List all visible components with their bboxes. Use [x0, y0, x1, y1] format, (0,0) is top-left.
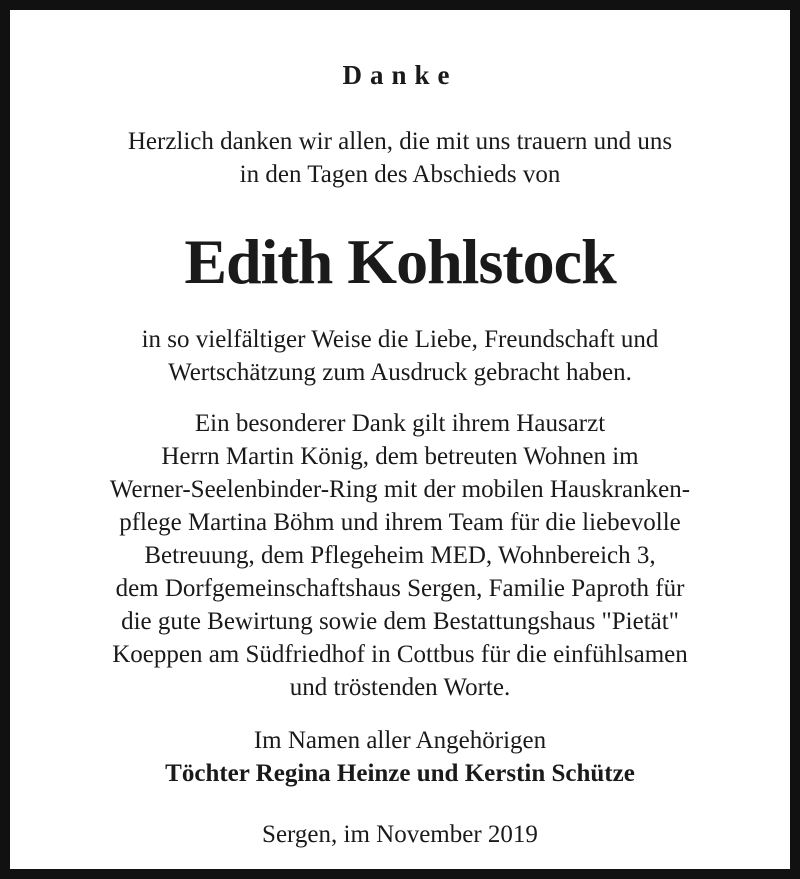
- thanks-line: Herrn Martin König, dem betreuten Wohnen im: [161, 443, 639, 470]
- appreciation-line-1: in so vielfältiger Weise die Liebe, Freundschaft und: [141, 326, 659, 353]
- notice-heading: Danke: [342, 60, 458, 90]
- deceased-name: Edith Kohlstock: [184, 226, 616, 297]
- thanks-line: Betreuung, dem Pflegeheim MED, Wohnbereich 3,: [144, 542, 656, 569]
- on-behalf-line: Im Namen aller Angehörigen: [253, 727, 547, 754]
- place-date: Sergen, im November 2019: [262, 821, 538, 848]
- thanks-line: dem Dorfgemeinschaftshaus Sergen, Familie Paproth für: [115, 575, 685, 602]
- signatories: Töchter Regina Heinze und Kerstin Schütze: [165, 760, 635, 787]
- intro-line-2: in den Tagen des Abschieds von: [239, 161, 561, 188]
- appreciation-line-2: Wertschätzung zum Ausdruck gebracht haben.: [168, 359, 632, 386]
- intro-line-1: Herzlich danken wir allen, die mit uns trauern und uns: [127, 128, 673, 155]
- thanks-line: pflege Martina Böhm und ihrem Team für die liebevolle: [119, 509, 681, 536]
- thanks-line: Koeppen am Südfriedhof in Cottbus für die einfühlsamen: [112, 641, 688, 668]
- thanks-line: Ein besonderer Dank gilt ihrem Hausarzt: [194, 410, 606, 437]
- thanks-line: die gute Bewirtung sowie dem Bestattungshaus "Pietät": [121, 608, 679, 635]
- thanks-line: Werner-Seelenbinder-Ring mit der mobilen Hauskranken-: [109, 476, 691, 503]
- thanks-line: und tröstenden Worte.: [289, 674, 511, 701]
